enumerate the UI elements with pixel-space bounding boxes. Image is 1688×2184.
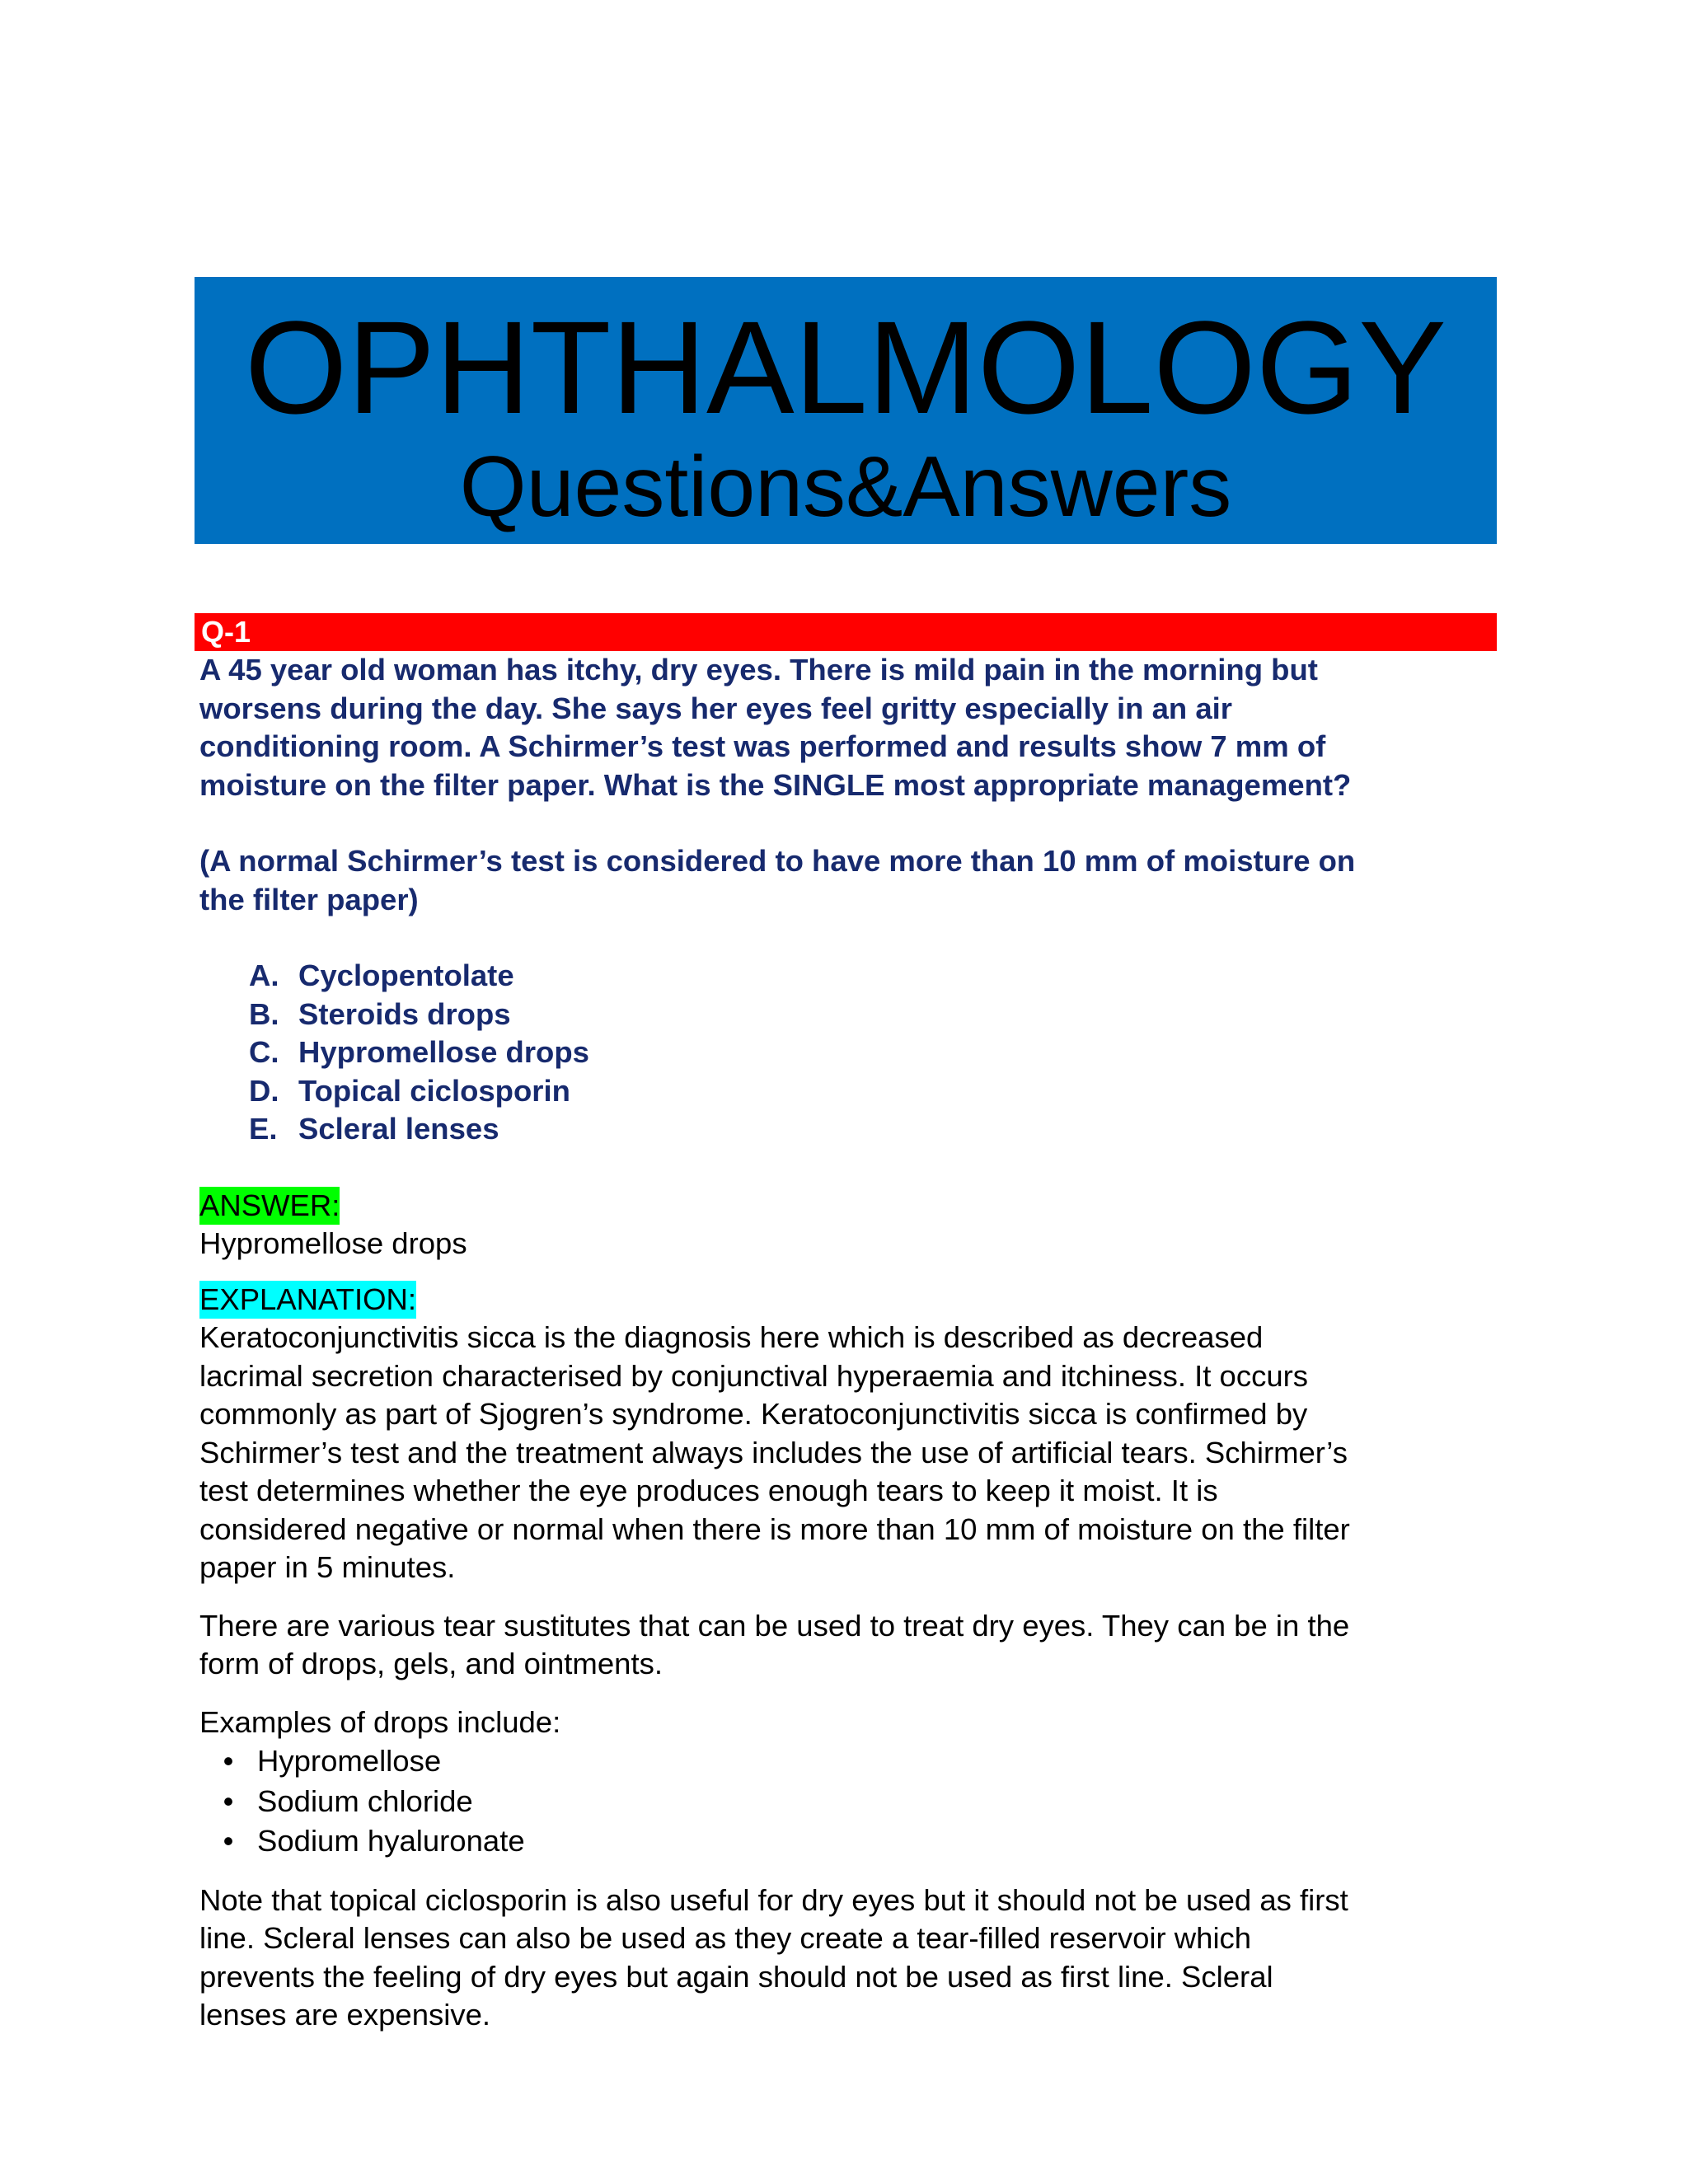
list-item bbox=[199, 1782, 1518, 1822]
option-letter: E. bbox=[249, 1112, 278, 1146]
page-title: OPHTHALMOLOGY bbox=[244, 293, 1447, 441]
explanation-line: paper in 5 minutes. bbox=[199, 1550, 456, 1584]
question-line: moisture on the filter paper. What is the SINGLE most appropriate management? bbox=[199, 767, 1352, 802]
question-bar bbox=[195, 613, 1497, 651]
explanation-line: test determines whether the eye produces enough tears to keep it moist. It is bbox=[199, 1474, 1218, 1507]
option-a bbox=[249, 957, 1518, 996]
option-e bbox=[249, 1110, 1518, 1149]
question-note-line: (A normal Schirmer’s test is considered to have more than 10 mm of moisture on bbox=[199, 844, 1356, 878]
option-b bbox=[249, 996, 1518, 1034]
examples-list bbox=[199, 1741, 1518, 1862]
explanation-line: There are various tear sustitutes that can be used to treat dry eyes. They can be in the bbox=[199, 1608, 1350, 1643]
explanation-line: lenses are expensive. bbox=[199, 1998, 491, 2032]
option-letter: C. bbox=[249, 1035, 279, 1069]
explanation-line: commonly as part of Sjogren’s syndrome. Keratoconjunctivitis sicca is confirmed by bbox=[199, 1397, 1308, 1431]
title-banner bbox=[195, 277, 1497, 544]
option-text: Topical ciclosporin bbox=[298, 1073, 570, 1108]
option-d bbox=[249, 1072, 1518, 1111]
option-text: Hypromellose drops bbox=[298, 1035, 589, 1069]
explanation-paragraph-1 bbox=[199, 1319, 1518, 1587]
question-line: A 45 year old woman has itchy, dry eyes. There is mild pain in the morning but bbox=[199, 653, 1318, 687]
question-note-line: the filter paper) bbox=[199, 882, 419, 916]
option-text: Cyclopentolate bbox=[298, 958, 514, 992]
explanation-line: Note that topical ciclosporin is also useful for dry eyes but it should not be used as first bbox=[199, 1882, 1348, 1917]
bullet-icon: • bbox=[223, 1783, 234, 1818]
document-body bbox=[199, 651, 1518, 2035]
explanation-line: prevents the feeling of dry eyes but again should not be used as first line. Scleral bbox=[199, 1959, 1273, 1994]
list-item bbox=[199, 1741, 1518, 1782]
explanation-line: Keratoconjunctivitis sicca is the diagnosis here which is described as decreased bbox=[199, 1320, 1264, 1354]
list-item-text: Sodium hyaluronate bbox=[257, 1824, 525, 1858]
explanation-line: lacrimal secretion characterised by conjunctival hyperaemia and itchiness. It occurs bbox=[199, 1358, 1309, 1393]
page-subtitle: Questions&Answers bbox=[459, 439, 1232, 535]
list-item bbox=[199, 1821, 1518, 1862]
explanation-line: considered negative or normal when there is more than 10 mm of moisture on the filter bbox=[199, 1511, 1350, 1546]
question-text bbox=[199, 651, 1518, 919]
answer-text: Hypromellose drops bbox=[199, 1226, 467, 1260]
answer-label: ANSWER: bbox=[199, 1187, 340, 1225]
explanation-line: Schirmer’s test and the treatment always includes the use of artificial tears. Schirmer’s bbox=[199, 1435, 1348, 1469]
question-line: worsens during the day. She says her eyes feel gritty especially in an air bbox=[199, 691, 1232, 725]
option-c bbox=[249, 1033, 1518, 1072]
explanation-paragraph-2 bbox=[199, 1607, 1518, 1684]
examples-section bbox=[199, 1704, 1518, 1862]
question-line: conditioning room. A Schirmer’s test was performed and results show 7 mm of bbox=[199, 729, 1326, 763]
option-letter: A. bbox=[249, 958, 279, 992]
option-text: Scleral lenses bbox=[298, 1112, 499, 1146]
bullet-icon: • bbox=[223, 1824, 234, 1858]
explanation-paragraph-3 bbox=[199, 1882, 1518, 2035]
option-letter: B. bbox=[249, 996, 279, 1031]
option-letter: D. bbox=[249, 1073, 279, 1108]
bullet-icon: • bbox=[223, 1744, 234, 1778]
examples-intro: Examples of drops include: bbox=[199, 1704, 561, 1739]
option-text: Steroids drops bbox=[298, 996, 511, 1031]
list-item-text: Hypromellose bbox=[257, 1744, 442, 1778]
explanation-label: EXPLANATION: bbox=[199, 1281, 416, 1319]
list-item-text: Sodium chloride bbox=[257, 1783, 473, 1818]
explanation-line: line. Scleral lenses can also be used as they create a tear-filled reservoir which bbox=[199, 1921, 1252, 1955]
question-label: Q-1 bbox=[201, 615, 251, 649]
answer-options bbox=[199, 957, 1518, 1149]
explanation-line: form of drops, gels, and ointments. bbox=[199, 1647, 663, 1680]
